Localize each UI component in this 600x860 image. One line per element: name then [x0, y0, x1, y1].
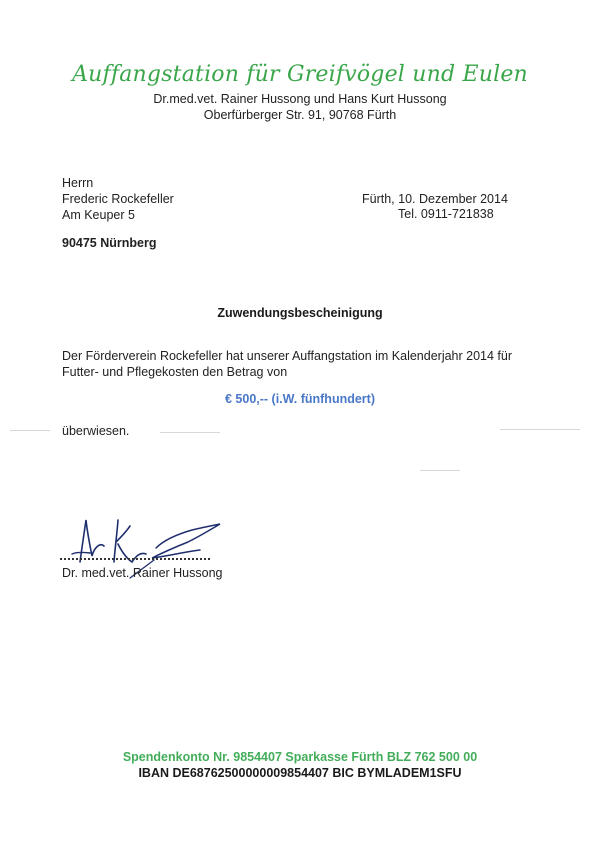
body-closing: überwiesen. [62, 424, 130, 438]
recipient-street: Am Keuper 5 [62, 208, 135, 222]
recipient-city: 90475 Nürnberg [62, 236, 157, 250]
subject-heading: Zuwendungsbescheinigung [217, 306, 383, 320]
signature-line [60, 558, 210, 560]
body-line-1: Der Förderverein Rockefeller hat unserer Auffangstation im Kalenderjahr 2014 für [62, 349, 513, 363]
scan-speck [160, 432, 220, 433]
sender-phone: Tel. 0911-721838 [398, 207, 494, 221]
letterhead-names: Dr.med.vet. Rainer Hussong und Hans Kurt Hussong [153, 92, 447, 106]
scan-speck [10, 430, 50, 431]
donation-amount: € 500,-- (i.W. fünfhundert) [225, 392, 375, 406]
scan-speck [500, 429, 580, 430]
recipient-salutation: Herrn [62, 176, 94, 190]
footer-iban: IBAN DE68762500000009854407 BIC BYMLADEM1SFU [138, 766, 462, 780]
body-line-2: Futter- und Pflegekosten den Betrag von [62, 365, 288, 379]
letterhead-title: Auffangstation für Greifvögel und Eulen [72, 62, 528, 87]
letter-date: Fürth, 10. Dezember 2014 [362, 192, 508, 206]
recipient-name: Frederic Rockefeller [62, 192, 174, 206]
signatory-name: Dr. med.vet. Rainer Hussong [62, 566, 223, 580]
footer-account: Spendenkonto Nr. 9854407 Sparkasse Fürth BLZ 762 500 00 [122, 750, 478, 764]
scan-speck [420, 470, 460, 471]
letterhead-address: Oberfürberger Str. 91, 90768 Fürth [203, 108, 397, 122]
